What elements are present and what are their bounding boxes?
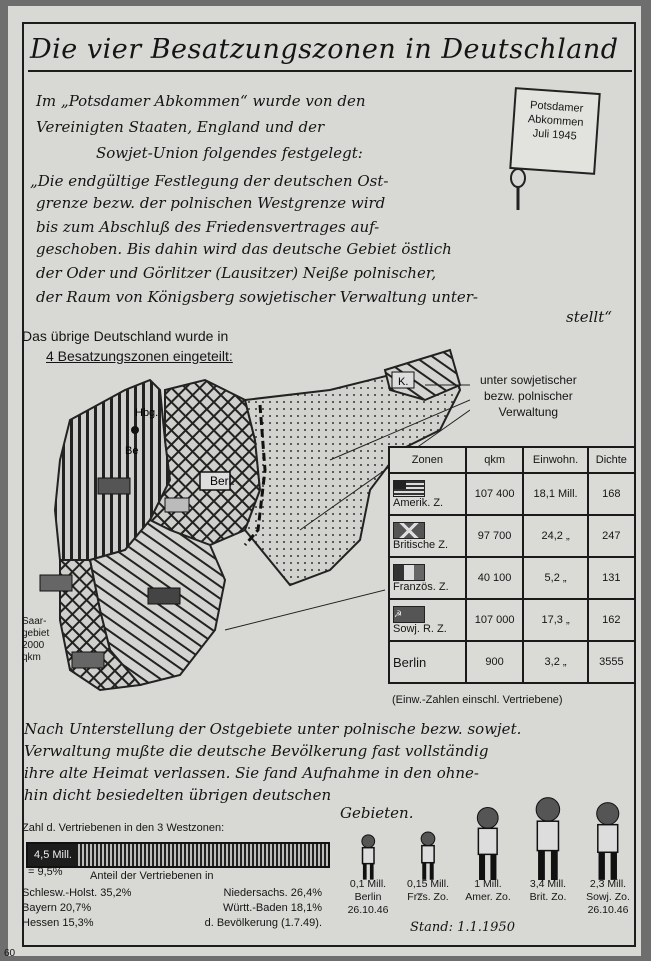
quote-line-3: bis zum Abschluß des Friedensvertrages auf- xyxy=(36,218,380,236)
header-zonen: Zonen xyxy=(389,447,466,473)
figure-zone: Amer. Zo. xyxy=(465,891,511,903)
uk-flag-icon xyxy=(393,522,425,539)
expellees-share: = 9,5% xyxy=(28,866,63,878)
figure-date: 26.10.46 xyxy=(347,904,389,916)
expellees-lines xyxy=(22,886,322,931)
refugee-figure-icon xyxy=(412,831,444,880)
zone-einwohner: 18,1 Mill. xyxy=(523,473,587,515)
zone-qkm: 900 xyxy=(466,641,524,683)
refugee-figure-icon xyxy=(524,796,572,880)
after-line-3: ihre alte Heimat verlassen. Sie fand Aufnahme in den ohne- xyxy=(24,764,479,782)
figures-labels xyxy=(338,878,638,922)
figure-label xyxy=(458,878,518,904)
us-flag-icon xyxy=(393,480,425,497)
after-line-2: Verwaltung mußte die deutsche Bevölkerung fast vollständig xyxy=(24,742,489,760)
title-underline xyxy=(28,70,632,72)
zone-dichte: 3555 xyxy=(588,641,635,683)
table-row xyxy=(389,641,635,683)
map-label-berlin: Berl. xyxy=(210,474,235,488)
quote-line-4: geschoben. Bis dahin wird das deutsche Gebiet östlich xyxy=(36,240,452,258)
zone-dichte: 168 xyxy=(588,473,635,515)
zones-table xyxy=(388,446,636,684)
figure-amount: 1 Mill. xyxy=(474,878,502,890)
east-note-line-3: Verwaltung xyxy=(498,405,559,419)
map-label-koenigsberg: K. xyxy=(398,376,409,388)
zone-dichte: 131 xyxy=(588,557,635,599)
quote-line-2: grenze bezw. der polnischen Westgrenze wird xyxy=(36,194,386,212)
east-note xyxy=(480,372,577,420)
expellees-line-right: Niedersachs. 26,4% xyxy=(223,887,322,899)
expellees-line xyxy=(22,886,322,901)
table-header-row xyxy=(389,447,635,473)
quote-line-5: der Oder und Görlitzer (Lausitzer) Neiße polnischer, xyxy=(36,264,437,282)
east-note-line-2: bezw. polnischer xyxy=(484,389,573,403)
intro-line-1: Im „Potsdamer Abkommen“ wurde von den xyxy=(36,92,366,110)
pen-icon xyxy=(500,160,540,215)
quote-line-1: „Die endgültige Festlegung der deutschen Ost- xyxy=(30,172,389,190)
header-dichte: Dichte xyxy=(588,447,635,473)
saar-label xyxy=(22,616,49,664)
after-line-5: Gebieten. xyxy=(340,804,414,822)
zone-dichte: 247 xyxy=(588,515,635,557)
note-line-1: Potsdamer xyxy=(529,99,584,115)
expellees-line-left: Schlesw.-Holst. 35,2% xyxy=(22,887,132,899)
map-label-bremen: Be xyxy=(125,445,139,457)
figure-zone: Berlin xyxy=(354,891,382,903)
figure-amount: 0,15 Mill. xyxy=(406,878,449,890)
figure-amount: 3,4 Mill. xyxy=(529,878,567,890)
figure-label xyxy=(578,878,638,917)
zone-name: Sowj. R. Z. xyxy=(393,622,447,635)
saar-label-line-4: qkm xyxy=(22,652,41,663)
refugee-figure-icon xyxy=(466,806,509,880)
french-flag-icon xyxy=(393,564,425,581)
saar-label-line-1: Saar- xyxy=(22,616,47,627)
zone-name: Berlin xyxy=(389,641,466,683)
expellees-heading: Zahl d. Vertriebenen in den 3 Westzonen: xyxy=(22,822,225,834)
expellees-line-right: Württ.-Baden 18,1% xyxy=(222,902,322,914)
table-row xyxy=(389,515,635,557)
saar-label-line-2: gebiet xyxy=(22,628,50,639)
figure-zone: Brit. Zo. xyxy=(529,891,567,903)
table-row xyxy=(389,557,635,599)
intro-line-2: Vereinigten Staaten, England und der xyxy=(36,118,325,136)
expellees-line-right: d. Bevölkerung (1.7.49). xyxy=(204,917,322,929)
zone-qkm: 107 400 xyxy=(466,473,524,515)
zone-name: Französ. Z. xyxy=(393,580,449,593)
figure-amount: 0,1 Mill. xyxy=(349,878,387,890)
soviet-flag-icon: ☭ xyxy=(393,606,425,623)
zone-name: Britische Z. xyxy=(393,538,449,551)
figure-zone: Frz̅s. Zo. xyxy=(407,891,449,903)
page-title: Die vier Besatzungszonen in Deutschland xyxy=(30,34,619,65)
saar-label-line-3: 2000 xyxy=(22,640,45,651)
zone-qkm: 107 000 xyxy=(466,599,524,641)
expellees-line xyxy=(22,916,322,931)
zone-einwohner: 17,3 „ xyxy=(523,599,587,641)
intro-line-3: Sowjet-Union folgendes festgelegt: xyxy=(96,144,363,162)
expellees-line xyxy=(22,901,322,916)
table-footnote: (Einw.-Zahlen einschl. Vertriebene) xyxy=(392,694,563,706)
figure-label xyxy=(518,878,578,904)
page-number: 60 xyxy=(4,948,16,959)
expellees-bar xyxy=(26,842,330,868)
expellees-line-left: Hessen 15,3% xyxy=(22,917,94,929)
zone-qkm: 40 100 xyxy=(466,557,524,599)
stand-date: Stand: 1.1.1950 xyxy=(410,920,515,935)
after-line-1: Nach Unterstellung der Ostgebiete unter polnische bezw. sowjet. xyxy=(24,720,522,738)
note-line-2: Abkommen xyxy=(527,113,584,129)
expellees-line-left: Bayern 20,7% xyxy=(22,902,92,914)
table-row xyxy=(389,473,635,515)
zone-name: Amerik. Z. xyxy=(393,496,444,509)
zone-qkm: 97 700 xyxy=(466,515,524,557)
map-intro-line-2: 4 Besatzungszonen eingeteilt: xyxy=(46,348,233,364)
refugee-figure-icon xyxy=(353,834,384,880)
figure-zone: Sowj. Zo. xyxy=(586,891,630,903)
quote-line-6: der Raum von Königsberg sowjetischer Verwaltung unter- xyxy=(36,288,478,306)
quote-line-7: stellt“ xyxy=(566,308,612,326)
refugee-figure-icon xyxy=(585,801,630,880)
expellees-bar-fill: 4,5 Mill. xyxy=(28,844,78,866)
zone-einwohner: 24,2 „ xyxy=(523,515,587,557)
note-line-3: Juli 1945 xyxy=(532,127,578,143)
after-line-4: hin dicht besiedelten übrigen deutschen xyxy=(24,786,332,804)
zone-einwohner: 5,2 „ xyxy=(523,557,587,599)
header-qkm: qkm xyxy=(466,447,524,473)
expellees-share-caption: Anteil der Vertriebenen in xyxy=(90,870,214,882)
zone-einwohner: 3,2 „ xyxy=(523,641,587,683)
figure-label xyxy=(398,878,458,904)
map-intro-line-1: Das übrige Deutschland wurde in xyxy=(22,328,229,344)
east-note-line-1: unter sowjetischer xyxy=(480,373,577,387)
table-row xyxy=(389,599,635,641)
map-label-hamburg: Hbg. xyxy=(135,407,159,419)
figure-date: 26.10.46 xyxy=(587,904,629,916)
figures-row xyxy=(338,790,638,880)
zone-dichte: 162 xyxy=(588,599,635,641)
header-einwohner: Einwohn. xyxy=(523,447,587,473)
figure-label xyxy=(338,878,398,917)
figure-amount: 2,3 Mill. xyxy=(589,878,627,890)
